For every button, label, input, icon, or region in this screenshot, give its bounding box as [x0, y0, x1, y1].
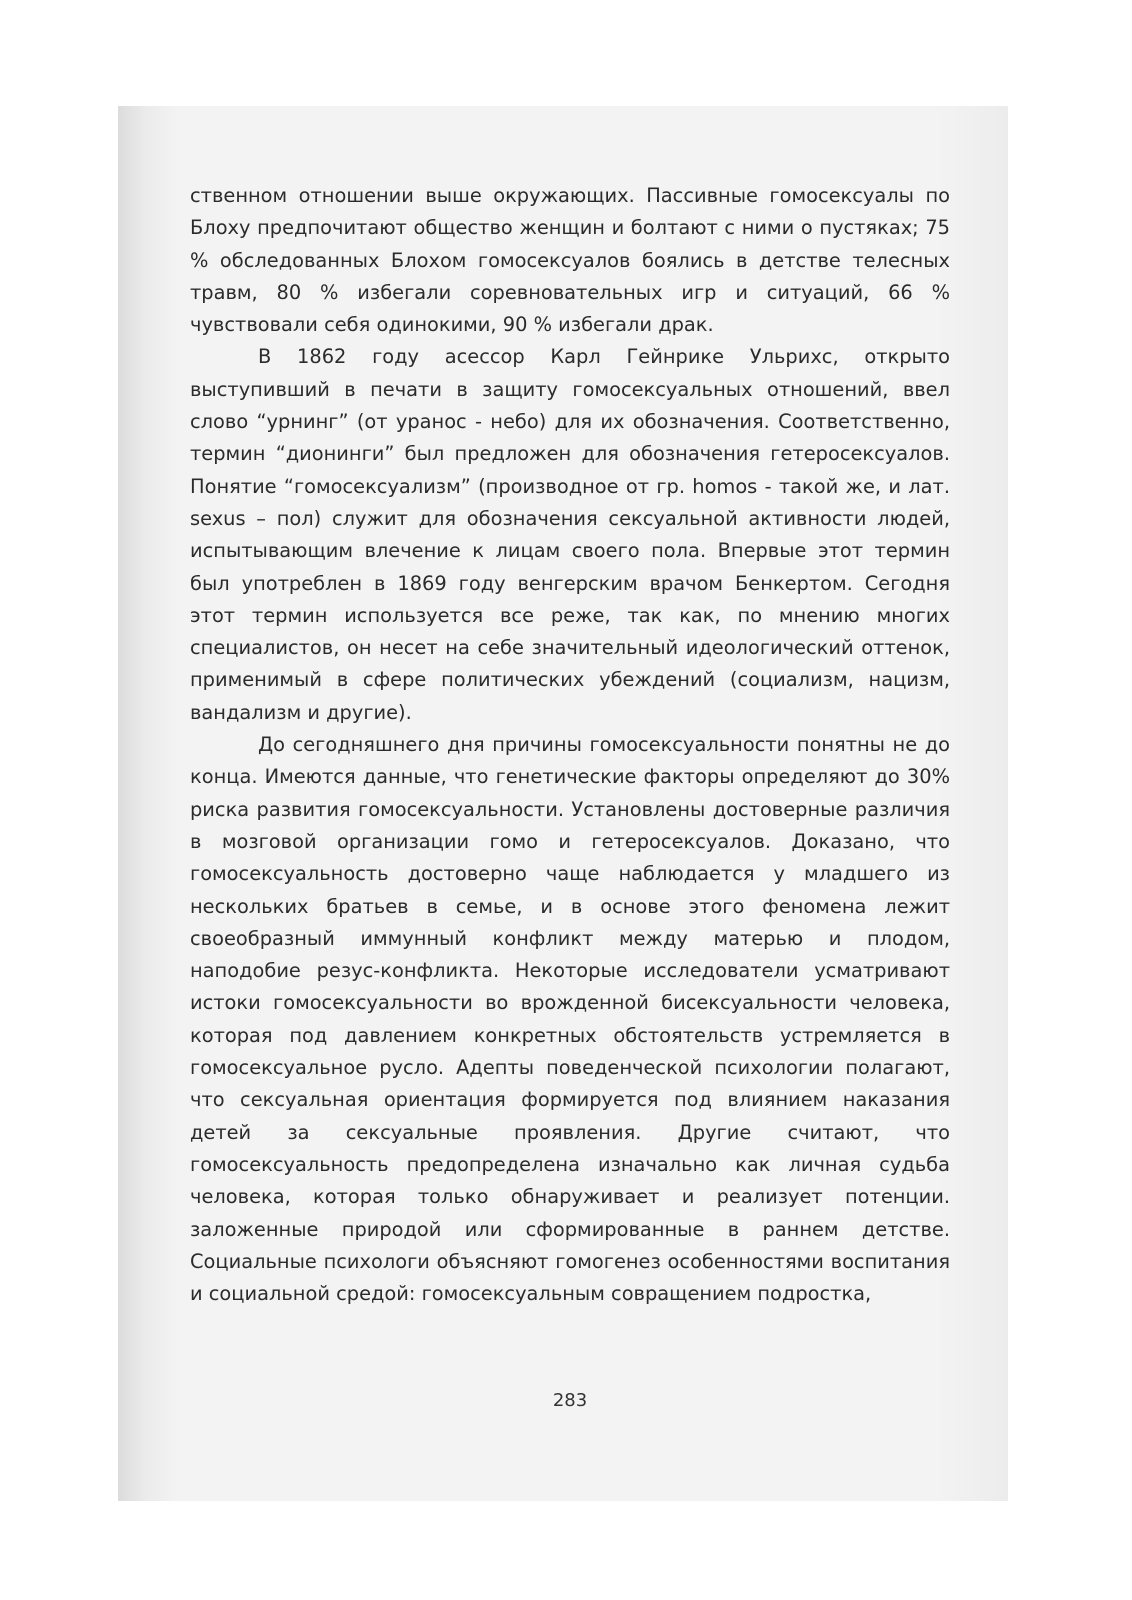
paragraph-2: В 1862 году асессор Карл Гейнрике Ульрихс, открыто выступивший в печати в защиту гомосексуальных отношений, ввел слово “урнинг” (от уранос - небо) для их обозначения. Соответственно, термин “дионинги” был предложен для обозначения гетеросексуалов. Понятие “гомосексуализм” (производное от гр. homos - такой же, и лат. sexus – пол) служит для обозначения сексуальной активности людей, испытывающим влечение к лицам своего пола. Впервые этот термин был употреблен в 1869 году венгерским врачом Бенкертом. Сегодня этот термин используется все реже, так как, по мнению многих специалистов, он несет на себе значительный идеологический оттенок, применимый в сфере политических убеждений (социализм, нацизм, вандализм и другие). — [190, 345, 950, 724]
paragraph-3: До сегодняшнего дня причины гомосексуальности понятны не до конца. Имеются данные, что генетические факторы определяют до 30% риска развития гомосексуальности. Установлены достоверные различия в мозговой организации гомо и гетеросексуалов. Доказано, что гомосексуальность достоверно чаще наблюдается у младшего из нескольких братьев в семье, и в основе этого феномена лежит своеобразный иммунный конфликт между матерью и плодом, наподобие резус-конфликта. Некоторые исследователи усматривают истоки гомосексуальности во врожденной бисексуальности человека, которая под давлением конкретных обстоятельств устремляется в гомосексуальное русло. Адепты поведенческой психологии полагают, что сексуальная ориентация формируется под влиянием наказания детей за сексуальные проявления. Другие считают, что гомосексуальность предопределена изначально как личная судьба человека, которая только обнаруживает и реализует потенции. заложенные природой или сформированные в раннем детстве. Социальные психологи объясняют гомогенез особенностями воспитания и социальной средой: гомосексуальным совращением подростка, — [190, 733, 950, 1306]
page-number: 283 — [552, 1390, 588, 1411]
paragraph-1: ственном отношении выше окружающих. Пассивные гомосексуалы по Блоху предпочитают общество женщин и болтают с ними о пустяках; 75 % обследованных Блохом гомосексуалов боялись в детстве телесных травм, 80 % избегали соревновательных игр и ситуаций, 66 % чувствовали себя одинокими, 90 % избегали драк. — [190, 184, 950, 337]
page-body-text — [190, 180, 950, 1310]
